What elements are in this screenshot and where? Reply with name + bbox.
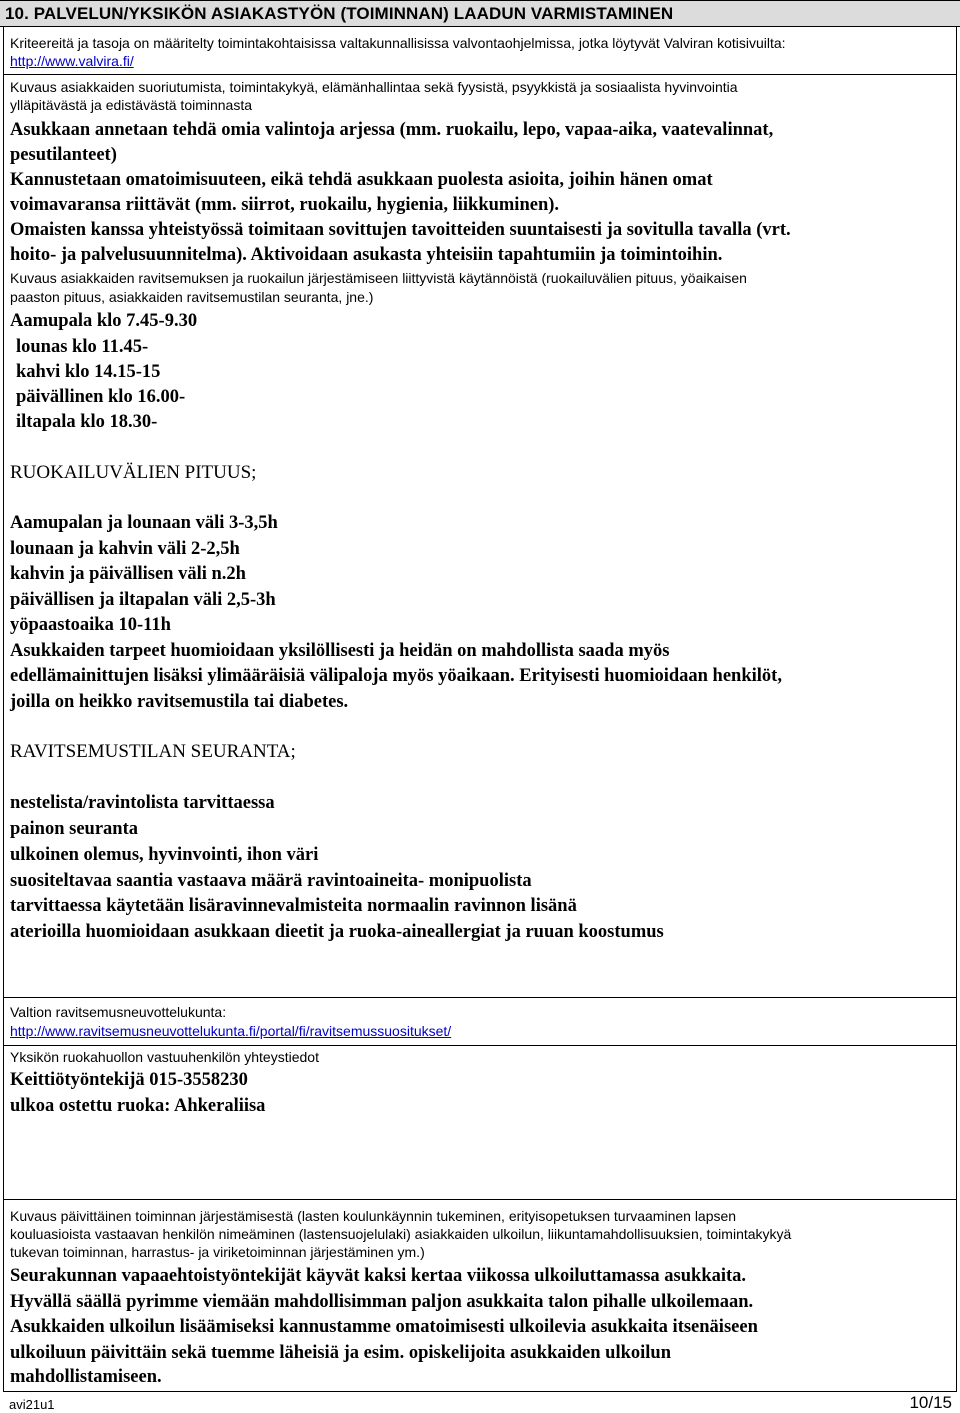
nutrition-prompt-line2: paaston pituus, asiakkaiden ravitsemustilan seuranta, jne.) — [10, 289, 374, 305]
interval-line: Asukkaiden tarpeet huomioidaan yksilöllisesti ja heidän on mahdollista saada myös — [10, 641, 670, 661]
support-prompt-line2: ylläpitävästä ja edistävästä toiminnasta — [10, 97, 253, 113]
intervals-heading: RUOKAILUVÄLIEN PITUUS; — [10, 462, 257, 483]
council-label: Valtion ravitsemusneuvottelukunta: — [10, 1004, 227, 1020]
interval-line: lounaan ja kahvin väli 2-2,5h — [10, 539, 240, 559]
divider-council — [3, 997, 957, 998]
meal-time: kahvi klo 14.15-15 — [16, 362, 161, 382]
daily-answer-line: ulkoiluun päivittäin sekä tuemme läheisiä ja esim. opiskelijoita asukkaiden ulkoilun — [10, 1343, 672, 1363]
daily-answer-line: Seurakunnan vapaaehtoistyöntekijät käyvät kaksi kertaa viikossa ulkoiluttamassa asukkaita. — [10, 1266, 747, 1286]
page-number: 10/15 — [909, 1393, 952, 1412]
support-answer-line: pesutilanteet) — [10, 145, 117, 165]
daily-prompt-line3: tukevan toiminnan, harrastus- ja viriketoiminnan järjestäminen ym.) — [10, 1244, 425, 1260]
support-prompt-line1: Kuvaus asiakkaiden suoriutumista, toimintakykyä, elämänhallintaa sekä fyysistä, psyykkistä ja sosiaalista hyvinvointia — [10, 79, 738, 95]
valvira-link[interactable]: http://www.valvira.fi/ — [10, 53, 134, 69]
monitoring-line: ulkoinen olemus, hyvinvointi, ihon väri — [10, 845, 319, 865]
monitoring-line: aterioilla huomioidaan asukkaan dieetit ja ruoka-aineallergiat ja ruuan koostumus — [10, 922, 664, 942]
nutrition-prompt-line1: Kuvaus asiakkaiden ravitsemuksen ja ruokailun järjestämiseen liittyvistä käytännöistä (ruokailuvälien pituus, yöaikaisen — [10, 270, 747, 286]
divider-criteria — [3, 74, 957, 75]
criteria-text: Kriteereitä ja tasoja on määritelty toimintakohtaisissa valtakunnallisissa valvontaohjelmissa, jotka löytyvät Valviran kotisivuilta: — [10, 35, 786, 51]
interval-line: Aamupalan ja lounaan väli 3-3,5h — [10, 513, 278, 533]
divider-contact — [3, 1045, 957, 1046]
interval-line: kahvin ja päivällisen väli n.2h — [10, 564, 246, 584]
contact-label: Yksikön ruokahuollon vastuuhenkilön yhteystiedot — [10, 1049, 319, 1065]
support-answer-line: Asukkaan annetaan tehdä omia valintoja arjessa (mm. ruokailu, lepo, vapaa-aika, vaatevalinnat, — [10, 120, 774, 140]
interval-line: joilla on heikko ravitsemustila tai diabetes. — [10, 692, 349, 712]
contact-line: Keittiötyöntekijä 015-3558230 — [10, 1070, 248, 1090]
daily-answer-line: mahdollistamiseen. — [10, 1367, 162, 1387]
monitoring-line: nestelista/ravintolista tarvittaessa — [10, 793, 275, 813]
monitoring-line: suositeltavaa saantia vastaava määrä ravintoaineita- monipuolista — [10, 871, 532, 891]
monitoring-heading: RAVITSEMUSTILAN SEURANTA; — [10, 741, 296, 762]
support-answer-line: hoito- ja palvelusuunnitelma). Aktivoidaan asukasta yhteisiin tapahtumiin ja toimintoihin. — [10, 245, 723, 265]
support-answer-line: voimavaransa riittävät (mm. siirrot, ruokailu, hygienia, liikkuminen). — [10, 195, 560, 215]
monitoring-line: tarvittaessa käytetään lisäravinnevalmisteita normaalin ravinnon lisänä — [10, 896, 577, 916]
section-header-bar — [0, 0, 960, 27]
divider-daily — [3, 1199, 957, 1200]
interval-line: edellämainittujen lisäksi ylimääräisiä välipaloja myös yöaikaan. Erityisesti huomioidaan henkilöt, — [10, 666, 782, 686]
contact-line: ulkoa ostettu ruoka: Ahkeraliisa — [10, 1096, 266, 1116]
support-answer-line: Omaisten kanssa yhteistyössä toimitaan sovittujen tavoitteiden suuntaisesti ja sovitulla tavalla (vrt. — [10, 220, 791, 240]
meal-time: päivällinen klo 16.00- — [16, 387, 186, 407]
meal-time: Aamupala klo 7.45-9.30 — [10, 311, 198, 331]
daily-prompt-line2: kouluasioista vastaavan henkilön nimeäminen (lastensuojelulaki) asiakkaiden ulkoilun, liikuntamahdollisuuksien, toimintakykyä — [10, 1226, 792, 1242]
daily-prompt-line1: Kuvaus päivittäinen toiminnan järjestämisestä (lasten koulunkäynnin tukeminen, erityisopetuksen turvaaminen lapsen — [10, 1208, 737, 1224]
section-title: 10. PALVELUN/YKSIKÖN ASIAKASTYÖN (TOIMINNAN) LAADUN VARMISTAMINEN — [5, 4, 674, 23]
support-answer-line: Kannustetaan omatoimisuuteen, eikä tehdä asukkaan puolesta asioita, joihin hänen omat — [10, 170, 713, 190]
meal-time: iltapala klo 18.30- — [16, 412, 158, 432]
meal-time: lounas klo 11.45- — [16, 337, 149, 357]
interval-line: päivällisen ja iltapalan väli 2,5-3h — [10, 590, 276, 610]
daily-answer-line: Hyvällä säällä pyrimme viemään mahdollisimman paljon asukkaita talon pihalle ulkoilemaan. — [10, 1292, 754, 1312]
council-link[interactable]: http://www.ravitsemusneuvottelukunta.fi/portal/fi/ravitsemussuositukset/ — [10, 1023, 452, 1039]
daily-answer-line: Asukkaiden ulkoilun lisäämiseksi kannustamme omatoimisesti ulkoilevia asukkaita itsenäiseen — [10, 1317, 758, 1337]
document-id: avi21u1 — [9, 1397, 55, 1412]
interval-line: yöpaastoaika 10-11h — [10, 615, 171, 635]
monitoring-line: painon seuranta — [10, 819, 138, 839]
